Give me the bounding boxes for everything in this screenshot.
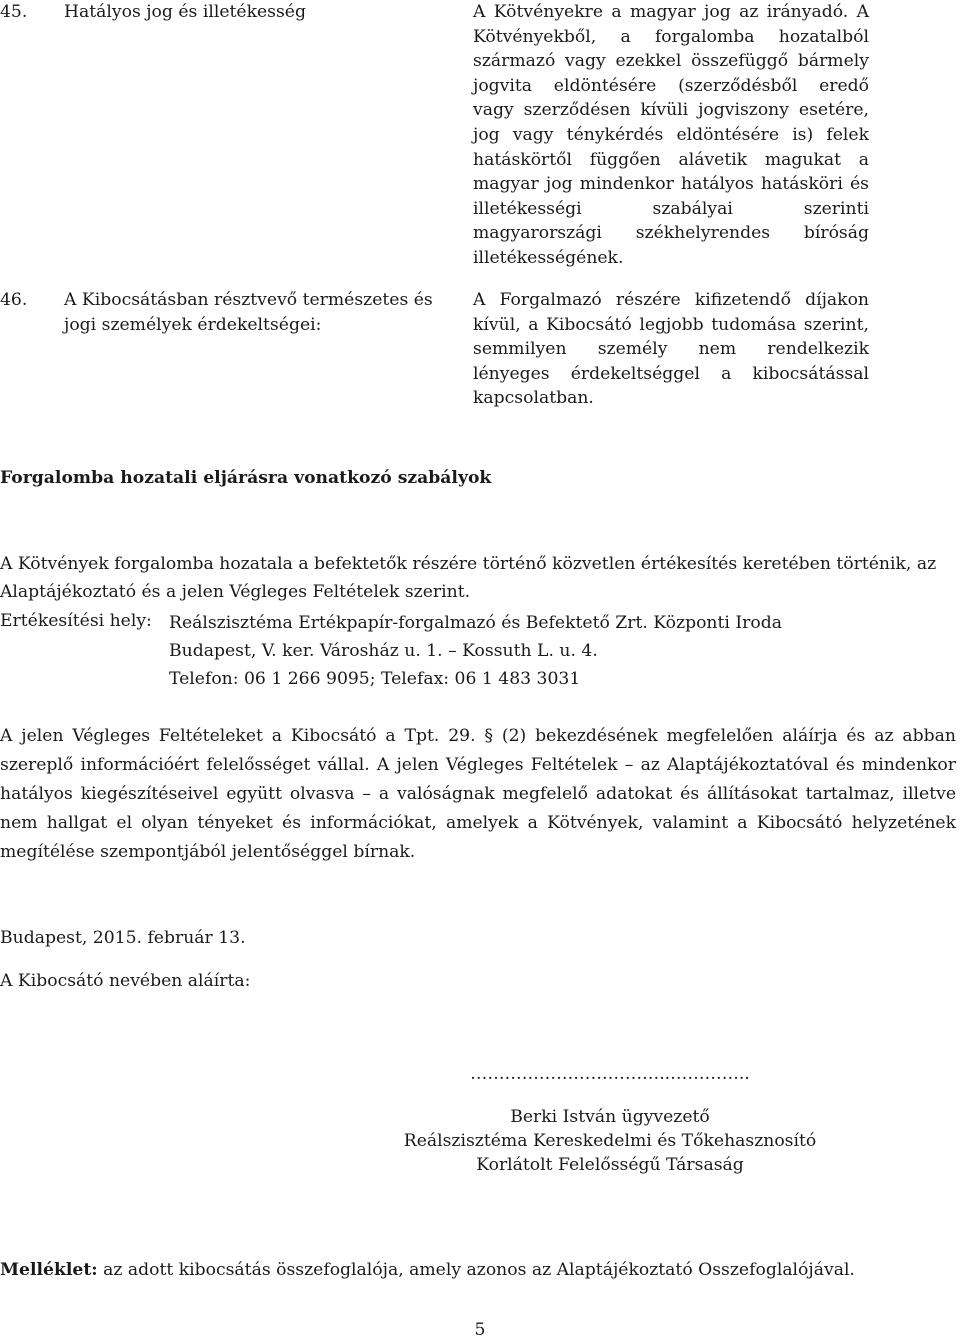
text-line: hatáskörtől függően alávetik magukat a <box>473 149 869 170</box>
label-line: A Kibocsátásban résztvevő természetes és <box>64 290 433 310</box>
text-line: magyar jog mindenkor hatályos hatásköri és <box>473 174 869 195</box>
item-label: Hatályos jog és illetékesség <box>64 2 306 22</box>
text-line: lényeges érdekeltséggel a kibocsátással <box>473 363 869 384</box>
sales-place-details <box>169 609 782 693</box>
text-line: magyarországi székhelyrendes bíróság <box>473 223 869 244</box>
text-line: kívül, a Kibocsátó legjobb tudomása szerint, <box>473 314 869 335</box>
text-line: jogvita eldöntésére (szerződésből eredő <box>473 75 869 96</box>
item-number: 45. <box>0 2 28 22</box>
text-line: származó vagy ezekkel összefüggő bármely <box>473 51 869 72</box>
text-line: Alaptájékoztató és a jelen Végleges Feltételek szerint. <box>0 582 471 602</box>
address-line: Budapest, V. ker. Városház u. 1. – Kossuth L. u. 4. <box>169 641 598 661</box>
text-line: szereplő információért felelősséget vállal. A jelen Végleges Feltételek – az Alaptájékoztatóval és mindenkor <box>0 755 956 775</box>
text-line: A Forgalmazó részére kifizetendő díjakon <box>473 290 869 310</box>
text-line: hatályos kiegészítéseivel együtt olvasva – a valóságnak megfelelő adatokat és állításokat tartalmaz, illetve <box>0 784 956 804</box>
text-line: vagy szerződésen kívüli jogviszony esetére, <box>473 100 869 121</box>
signature-block <box>400 1062 820 1177</box>
item-text <box>473 0 869 271</box>
item-number: 46. <box>0 290 28 310</box>
page-number: 5 <box>474 1320 486 1340</box>
item-text <box>473 288 869 411</box>
contact-line: Telefon: 06 1 266 9095; Telefax: 06 1 483 3031 <box>169 669 581 689</box>
text-line: A Kötvényekre a magyar jog az irányadó. A <box>473 2 869 22</box>
text-line: megítélése szempontjából jelentőséggel bírnak. <box>0 842 416 862</box>
signature-line: ……………………………..………….. <box>470 1064 750 1084</box>
text-line: Kötvényekből, a forgalomba hozatalból <box>473 26 869 47</box>
text-line: illetékességének. <box>473 247 624 268</box>
text-line: A Kötvények forgalomba hozatala a befektetők részére történő közvetlen értékesítés keretében történik, az <box>0 554 937 574</box>
text-line: semmilyen személy nem rendelkezik <box>473 339 869 360</box>
annex-text: az adott kibocsátás összefoglalója, amely azonos az Alaptájékoztató Osszefoglalójával. <box>97 1260 855 1280</box>
company-name: Reálszisztéma Kereskedelmi és Tőkehasznosító <box>403 1131 817 1151</box>
address-line: Reálszisztéma Ertékpapír-forgalmazó és Befektető Zrt. Központi Iroda <box>169 613 782 633</box>
text-line: A jelen Végleges Feltételeket a Kibocsátó a Tpt. 29. § (2) bekezdésének megfelelően aláírja és az abban <box>0 726 956 746</box>
annex-note <box>0 1258 855 1283</box>
place-date: Budapest, 2015. február 13. <box>0 928 246 948</box>
annex-label: Melléklet: <box>0 1260 98 1280</box>
company-name: Korlátolt Felelősségű Társaság <box>476 1155 744 1175</box>
signatory-name: Berki István ügyvezető <box>510 1107 710 1127</box>
text-line: kapcsolatban. <box>473 388 594 409</box>
text-line: nem hallgat el olyan tényeket és információkat, amelyek a Kötvények, valamint a Kibocsátó helyzetének <box>0 813 956 833</box>
item-label <box>64 288 433 337</box>
responsibility-paragraph <box>0 722 956 867</box>
label-line: jogi személyek érdekeltségei: <box>64 314 322 335</box>
text-line: illetékességi szabályai szerinti <box>473 198 869 219</box>
signed-on-behalf: A Kibocsátó nevében aláírta: <box>0 971 251 991</box>
sales-place-label: Ertékesítési hely: <box>0 611 152 631</box>
text-line: jog vagy ténykérdés eldöntésére is) felek <box>473 124 869 145</box>
section-heading: Forgalomba hozatali eljárásra vonatkozó szabályok <box>0 468 492 488</box>
intro-paragraph <box>0 550 935 606</box>
